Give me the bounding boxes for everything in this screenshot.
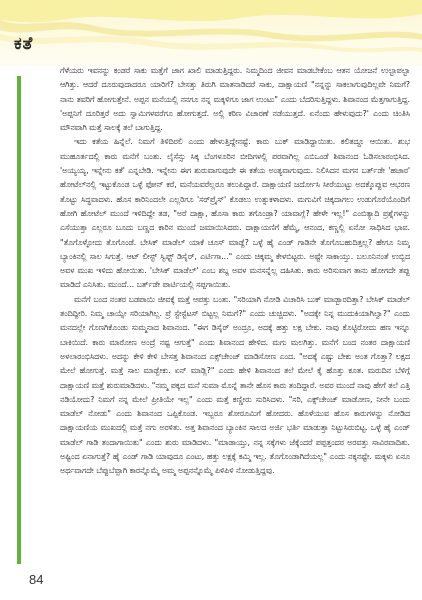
paragraph-3: ಮನೆಗೆ ಬಂದ ನಂತರ ಬಡಪಾಯಿ ಜೀವಕ್ಕೆ ಮತ್ತೆ ಆಪತ್ತು ಬಂತು. "ಸರಿಯಾಗಿ ನೋಡಿ ವಿಚಾರಿಸಿ ಬುಕ್ ಮಾಡ್ಬಾರದಿತ್ತಾ? ಬೇಸಿಕ್ ಮಾಡೆಲ್ ತಂದಿದ್ದೀರಿ. ನಿಮ್ಮ ಚಾಯ್ಸೇ ಸರಿಯಾಗಿಲ್ಲ. ಪ್ರೆ ಸ್ಟೇಸ್ಟೆಟಸ್ ಬಿಟ್ಟಲ್ಲ ನಿಮಗೆ?" ಎಂದು ಚುಚ್ಚಿದಳು. "ಅದಕ್ಕೇ ನಿನ್ನ ಮುದುಕಿಯಾಗಿಲ್ವಾ?" ಎಂದು ಮನದಲ್ಲೇ ಗೊಣಗಿಕೊಂಡು ಸುಮ್ಮನಾದ ಶಿವಾನಂದ. "ಈಗ ಡಿಸೈರ್ ಅಂದ್ರೂ, ಅದಕ್ಕೆ ಹತ್ತು ಲಕ್ಷ ಬೇಕು. ನಾವು ಕೊಟ್ಟಿರೋದು ಹಣ ಇನ್ನೂ ಬಾಕಿಯಿದೆ. ಕಾರು ಮಾರೋಣ ಅಂದ್ರೆ ನಷ್ಟ ಆಗುತ್ತೆ" ಎಂದು ಶಿವಾನಂದ ಹೇಳಿದ. ಮಗು ಮಲಗಿತ್ತು. ಮನೆಗೆ ಬಂದ ನಂತರ ದಾಕ್ಷಾಯಣಿ ಅಳಲಾರಂಭಿಸಿದಳು. ಅದನ್ನು ಕೇಳಿ ಕೇಳಿ ಬೇಸತ್ತ ಶಿವಾನಂದ ಎಕ್ಸ್‌ಚೇಂಜ್ ಮಾಡಿಸೋಣ ಎಂದ. "ಅದಕ್ಕೆ ಎಷ್ಟು ಬೇಕು ಅಂತ ಗೊತ್ತಾ? ಲಕ್ಷದ ಮೇಲೆ ಹೋಗುತ್ತೆ. ಮತ್ತೆ ಸಾಲ ಮಾಡ್ಬೇಕು. ಏನ್ ಮಾಡ್ಲಿ?" ಎಂದು ಹೇಳಿ ಶಿವಾನಂದ ತಲೆ ಮೇಲೆ ಕೈ ಹೊತ್ತು ಕೂತ. ಮರುದಿನ ಬೆಳಿಗ್ಗೆ ದಾಕ್ಷಾಯಣಿ ಮತ್ತೆ ಶುರುಮಾಡಿದಳು. "ನಮ್ಮ ಪಕ್ಕದ ಮನೆ ಸುಮಾ ಮೊನ್ನೆ ತಾನೇ ಹೊಸ ಕಾರು ತಂದಿದ್ದಾರೆ. ಅವರ ಮುಂದೆ ನಾವು ಹೇಗೆ ತಲೆ ಎತ್ತಿ ನಡಿಯೋದು? ನಿಮಗೆ ನನ್ನ ಮೇಲೆ ಪ್ರೀತಿಯೇ ಇಲ್ಲ" ಎಂದು ಮತ್ತೆ ಕಣ್ಣೀರು ಸುರಿಸಿದಳು. "ಸರಿ, ಎಕ್ಸ್‌ಚೇಂಜ್ ಮಾಡೋಣ, ನೀನೇ ಬಂದು ಮಾಡೆಲ್ ನೋಡು" ಎಂದು ಶಿವಾನಂದ ಒಪ್ಪಿಕೊಂಡ. ಇಬ್ಬರೂ ಶೋರೂಮಿಗೆ ಹೋದರು. ಹೊಳೆಯುವ ಹೊಸ ಕಾರುಗಳನ್ನು ನೋಡಿದ ದಾಕ್ಷಾಯಣಿಯ ಮುಖದಲ್ಲಿ ಮತ್ತೆ ನಗು ಅರಳಿತು. ಅತ್ತ ಶಿವಾನಂದ ಬ್ಯಾಂಕಿನ ಸಾಲದ ಅರ್ಜಿ ಭರ್ತಿ ಮಾಡುತ್ತಾ ನಿಟ್ಟುಸಿರುಬಿಟ್ಟ. ಒಳ್ಳೆ ಹೈ ಎಂಡ್ ಮಾಡೆಲ್ ಗಾಡಿ ತಂದಾಗಾಯಿತು" ಎಂದು ಶುರು ಮಾಡಿದಳು. "ಮಾಡಾಯ್ತು, ನನ್ನ ಸಕ್ಕೆಗಳು ಜೆಕ್ಕೆಂದರೆ ಪಪ್ಪತ್ತಂದರ ಅರವತ್ತು ಸಾವಿರವಾದಿತು. ಅಷ್ಟಿಂದ ಏನಾಗುತ್ತೆ? ಹೈ ಎಂಡ್ ಗಾಡಿ ಯಾವುದೂ ಎಂಟು, ಹತ್ತು ಲಕ್ಷಕ್ಕೆ ಕಮ್ಮಿ ಇಲ್ಲ. ತೊಗೊಂಡಾಗಿದೆಯಲ್ಲ" ಎಂದು ನಕ್ಕನಷ್ಟೇ. ಮಕ್ಕಳು ಏನೂ ಅರ್ಥವಾಗದೇ ಬೆಪ್ಪುಬೆಪ್ಪಾಗಿ ಕಾರನ್ನೊಮ್ಮೆ ಅಮ್ಮ ಅಪ್ಪನನ್ನೊಮ್ಮೆ ಪಿಳಿಪಿಳಿ ನೋಡುತ್ತಿದ್ದವು.: [60, 294, 410, 476]
paragraph-1: ಗೆಳೆಯರು ಇವನನ್ನು ಕಂಡರೆ ಸಾಕು ಮತ್ತೆಗೆ ಜಾಗ ಖಾಲಿ ಮಾಡುತ್ತಿದ್ದರು. ನಿಮ್ಮದಿಂದ ಜೀವನ ಮಾಡಬೇಕೆಂಬ ಆತನ ಯೋಜನೆ ಉಲ್ಟಾಪಲ್ಟಾ ಆಗಿತ್ತು. ಆದರೆ ದೂರುವುದಾದರೂ ಯಾರಿಗೆ? ಬೇಸತ್ತು ತಿರುಗಿ ಮಾತನಾಡಿದರೆ ಸಾಕು, ದಾಕ್ಷಾಯಣಿ "ನನ್ನನ್ನು ಸಾಕಲಾಗುವುದಿಲ್ಲವೇ ನಿಮಗೆ? ನಾನು ತವರಿಗೆ ಹೋಗುತ್ತೇನೆ. ಅಪ್ಪನ ಮನೆಯಲ್ಲಿ ನನಗೂ ನನ್ನ ಮಕ್ಕಳಿಗೂ ಜಾಗ ಉಂಟು" ಎಂದು ಬೆದರಿಸುತ್ತಿದ್ದಳು. ಶಿವಾನಂದ ಮೆತ್ತಗಾಗುತ್ತಿದ್ದ. 'ಅಪ್ಪನಿಗೆ ದೂರಿತ್ತರೆ ಅದು ಸ್ವಾಮಿಗಳವರೆಗೂ ಹೋಗುತ್ತದೆ. ಅಲ್ಲಿ ಕಠಿಣ ವಿಚಾರಣೆ ನಡೆಯುತ್ತದೆ. ಏನೆಂದು ಹೇಳುವುದು?' ಎಂದು ಚಿಂತಿಸಿ ಮೌನವಾಗಿ ಮತ್ತೆ ಸಾಲಕ್ಕೆ ತಲೆ ಬಾಗುತ್ತಿದ್ದ.: [60, 66, 410, 133]
page-number: 84: [29, 572, 44, 587]
article-body: [60, 64, 410, 564]
header-wave-decoration: [0, 0, 422, 66]
section-title: ಕತೆ: [14, 34, 34, 54]
header-band: [0, 0, 422, 66]
left-accent-bar: [17, 76, 21, 564]
paragraph-2: ಇದು ಕತೆಯ ಹಿನ್ನೆಲೆ. ನಿಮಗೆ ತಿಳಿದಿರಲಿ ಎಂದು ಹೇಳುತ್ತಿದ್ದೇನಷ್ಟೆ. ಕಾರು ಬುಕ್ ಮಾಡಿದ್ದಾಯಿತು. ಕಲಿತದ್ದೂ ಆಯಿತು. ಶುಭ ಮುಹೂರ್ತದಲ್ಲಿ ಕಾರು ಮನೆಗೆ ಬಂತು. ಲೈಸೆನ್ಸು ಸಿಕ್ಕ ಬೆಂಗಳೂರಿನ ಬೀದಿಗಳಲ್ಲಿ ಪರವಾಗಿಲ್ಲ ಎಬಿಒಂಡೆ ಶಿವಾನಂದ ಓಡಿಸಲಾರಂಭಿಸಿದ. 'ಅಯ್ಯಯ್ಯ, ಇನ್ನೇನು ಕತೆ' ಎನ್ನಬೇಡಿ. ಇನ್ನೇನು ಈಗ ಶುರುವಾಗುವುದೇ ಈ ಕತೆಯ ಅಂತ್ಯವಾಗುವುದು. ನಿಲಿಸಿದನ ಮಗನ ಬರ್ತ್‌ಡೇ 'ಹಜಾರ' ಹೋಟೆಲ್‌ನಲ್ಲಿ ಇಟ್ಟುಕೊಂಡ ಒಳ್ಳೆ ಫೋನ್ ಕರೆ, ಮನೆಯವರೆಲ್ಲರೂ ತಲುಪಿದ್ದಾರೆ. ದಾಕ್ಷಾಯಣಿ ಜರ್ದೋಸಿ ಸೀರೆಯುಟ್ಟು ಅದಕ್ಕೊಪ್ಪುವ ಆಭರಣ ತೊಟ್ಟು ಸಿದ್ಧವಾದಳು. ಹೊಸ ಕಾರಿನಿಂದಲೇ ಎಲ್ಲರಿಗೂ 'ಸರ್‌ಪ್ರೈಸ್' ಕೊಡಲು ಉತ್ಸುಕಳಾದಳು. ಮಗುವಿಗೆ ಚಿಕ್ಕದಾಗಲು ಉಡುಗೊರೆಯೊಂದಿಗೆ ಹೋಗಿ ಹೋಟೆಲ್ ಮುಂದೆ ಇಳಿದಿದ್ದೇ ತಡ, "ಅರೆ ದಾಕ್ಷಾ, ಹೊಸಾ ಕಾರು ತಗೊಂಡ್ರಾ? ಯಾವಾಗ್ಲೆ? ಹೇಳೇ ಇಲ್ಲ!" ಎಂಬಿತ್ಯಾದಿ ಪ್ರಶ್ನೆಗಳನ್ನು ಎಸೆಯುತ್ತಾ ಎಲ್ಲರೂ ಬೂದು ಬಣ್ಣದ ಕಾರಿನ ಮುಂದೆ ಜಮಾಯಿಸಿದರು. ದಾಕ್ಷಾಯಣಿಗೆ ಹೆಮ್ಮೆ, ಆನಂದ, ಕಣ್ಣಲ್ಲಿ ಏನೋ ಸಾಧಿಸಿದ ಭಾವ. "ತೊಗೊಳ್ಳೋದು ತೊಗೊಂಡೆ. ಬೇಸಿಕ್ ಮಾಡೆಲ್ ಯಾಕೆ ಚೂಸ್ ಮಾಡ್ದೆ? ಒಳ್ಳೆ ಹೈ ಎಂಡ್ ಗಾಡಿನೇ ತೊಗೊಬಹುದಿತ್ತಲ್ಲ? ಹೇಗೂ ನಿಮ್ಮ ಬ್ಯಾಂಕಿನಲ್ಲಿ ಸಾಲ ಸಿಗುತ್ತೆ. ಆಟ್ ಲೀಸ್ಟ್ ಸ್ವಿಫ್ಟ್ ಡಿಸೈರ್, ಎರ್ಟಿಗಾ..." ಎಂದು ಚಿಕ್ಕಮ್ಮ ಕೇಳಬಿಟ್ಟರು. ಅಷ್ಟೇ ಸಾಕಾಯ್ತು. ಬಲೂನಿನಂತೆ ಉಬ್ಬಿದ ಅವಳ ಮುಖ ಇಳಿದು ಹೋಯಿತು. 'ಬೇಸಿಕ್ ಮಾಡೆಲ್' ಎಂಬ ಶಬ್ದ ಅವಳ ಮನಸನ್ನೆಲ್ಲ ದಹಿಸಿತು. ಕಾರು ಅರಿಸುವಾಗ ತಾನು ಹೋಗದೇ ತಪ್ಪು ಮಾಡಿದೆ ಎನಿಸಿತು. ಮುಂದೆ... ಬರ್ತ್‌ಡೇ ಪಾರ್ಟಿಯಲ್ಲಿ ಸಪ್ಪಗಾಯಿತು.: [60, 137, 410, 290]
